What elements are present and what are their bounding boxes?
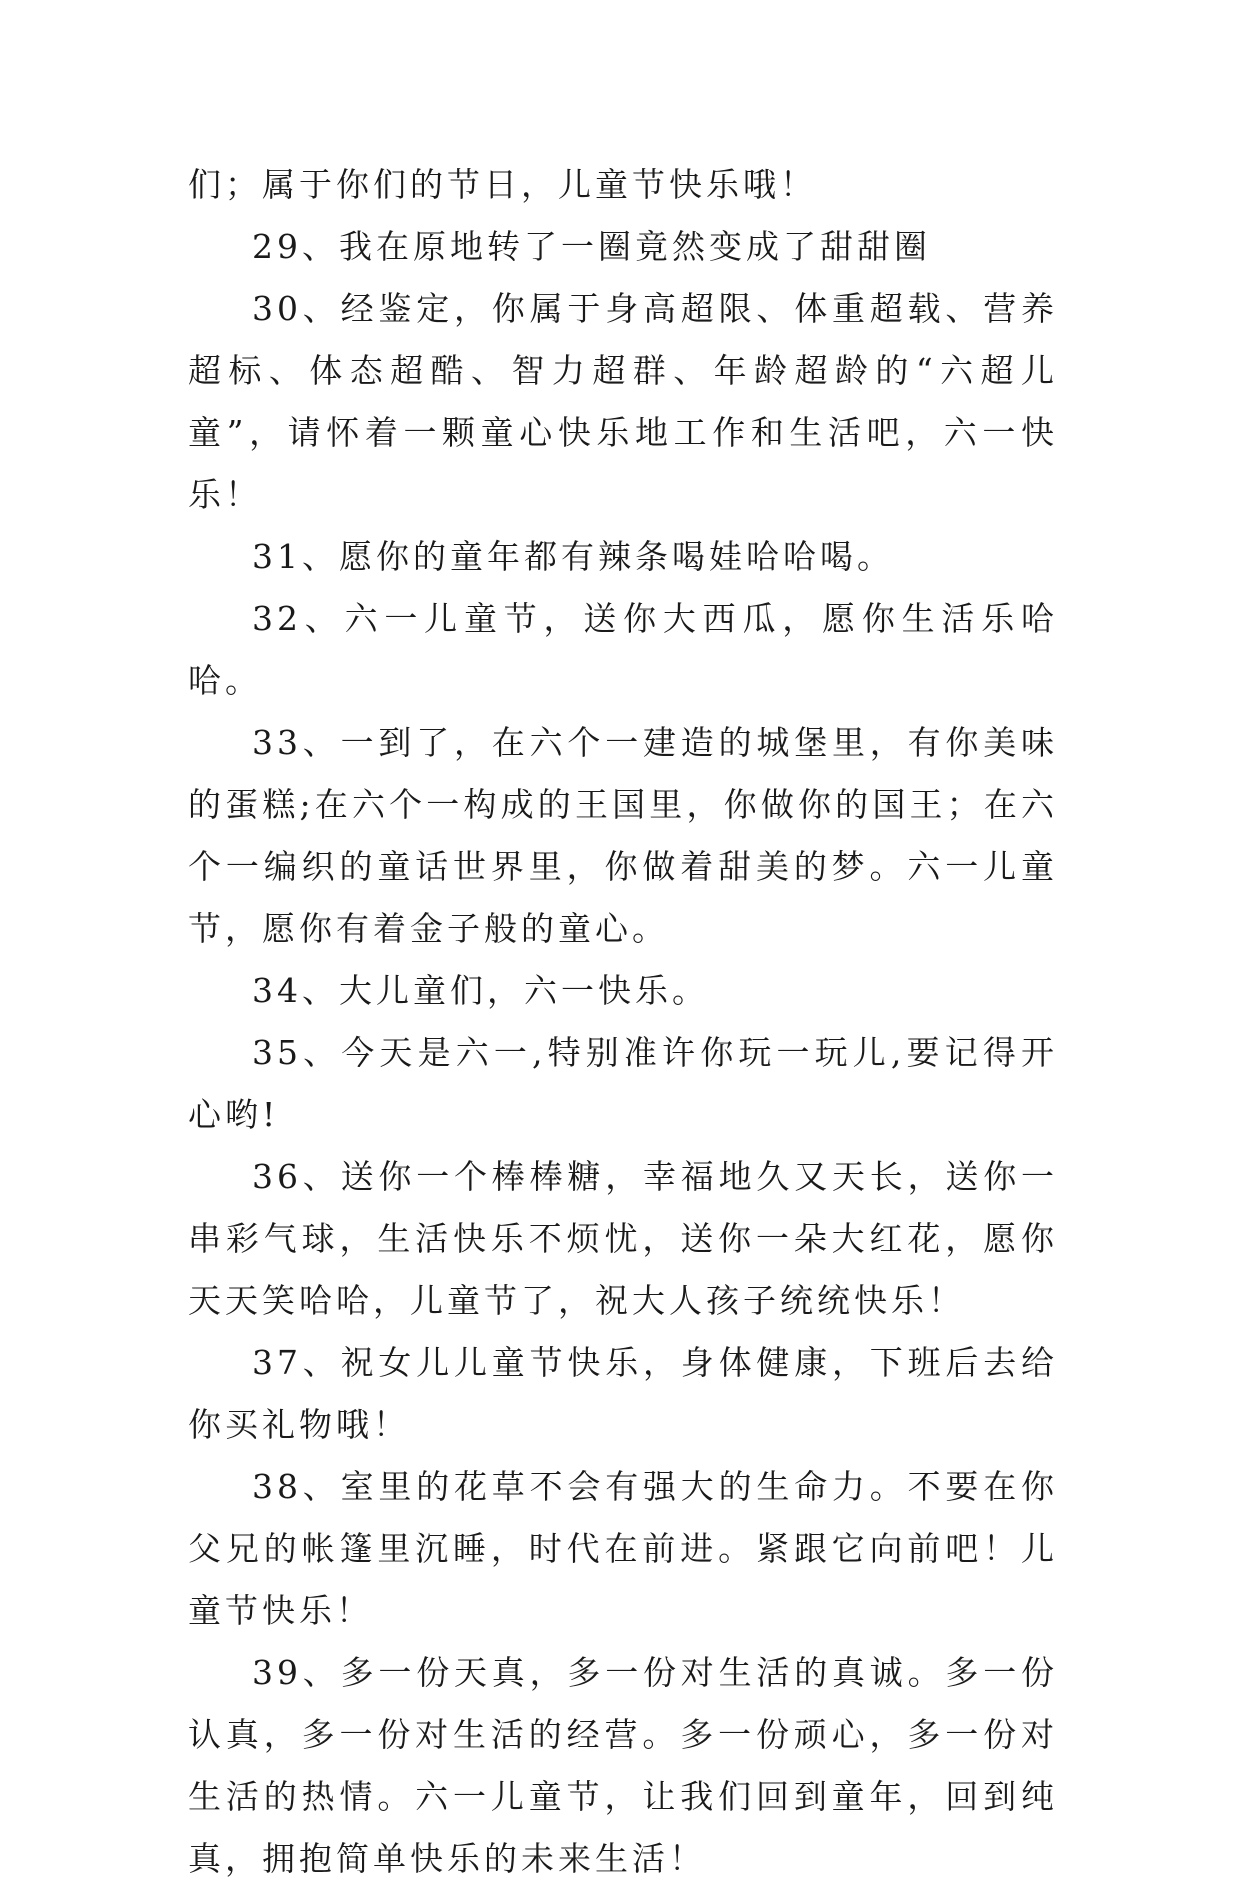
paragraph: 39、多一份天真，多一份对生活的真诚。多一份认真，多一份对生活的经营。多一份顽心，多一份对生活的热情。六一儿童节，让我们回到童年，回到纯真，拥抱简单快乐的未来生活！ [188, 1653, 1058, 1878]
paragraph: 们；属于你们的节日，儿童节快乐哦！ [188, 165, 817, 204]
paragraph: 30、经鉴定，你属于身高超限、体重超载、营养超标、体态超酷、智力超群、年龄超龄的“六超儿童”，请怀着一颗童心快乐地工作和生活吧，六一快乐！ [188, 289, 1058, 514]
paragraph: 37、祝女儿儿童节快乐，身体健康，下班后去给你买礼物哦！ [188, 1343, 1058, 1444]
paragraph: 33、一到了，在六个一建造的城堡里，有你美味的蛋糕;在六个一构成的王国里，你做你的国王；在六个一编织的童话世界里，你做着甜美的梦。六一儿童节，愿你有着金子般的童心。 [188, 723, 1058, 948]
paragraph: 32、六一儿童节，送你大西瓜，愿你生活乐哈哈。 [188, 599, 1058, 700]
paragraph: 34、大儿童们，六一快乐。 [252, 971, 709, 1010]
paragraph: 31、愿你的童年都有辣条喝娃哈哈喝。 [252, 537, 894, 576]
paragraph: 38、室里的花草不会有强大的生命力。不要在你父兄的帐篷里沉睡，时代在前进。紧跟它向前吧！儿童节快乐！ [188, 1467, 1058, 1630]
document-body [188, 154, 1058, 1890]
paragraph: 29、我在原地转了一圈竟然变成了甜甜圈 [252, 227, 931, 266]
paragraph: 36、送你一个棒棒糖，幸福地久又天长，送你一串彩气球，生活快乐不烦忧，送你一朵大红花，愿你天天笑哈哈，儿童节了，祝大人孩子统统快乐！ [188, 1157, 1058, 1320]
paragraph: 35、今天是六一,特别准许你玩一玩儿,要记得开心哟! [188, 1033, 1058, 1134]
